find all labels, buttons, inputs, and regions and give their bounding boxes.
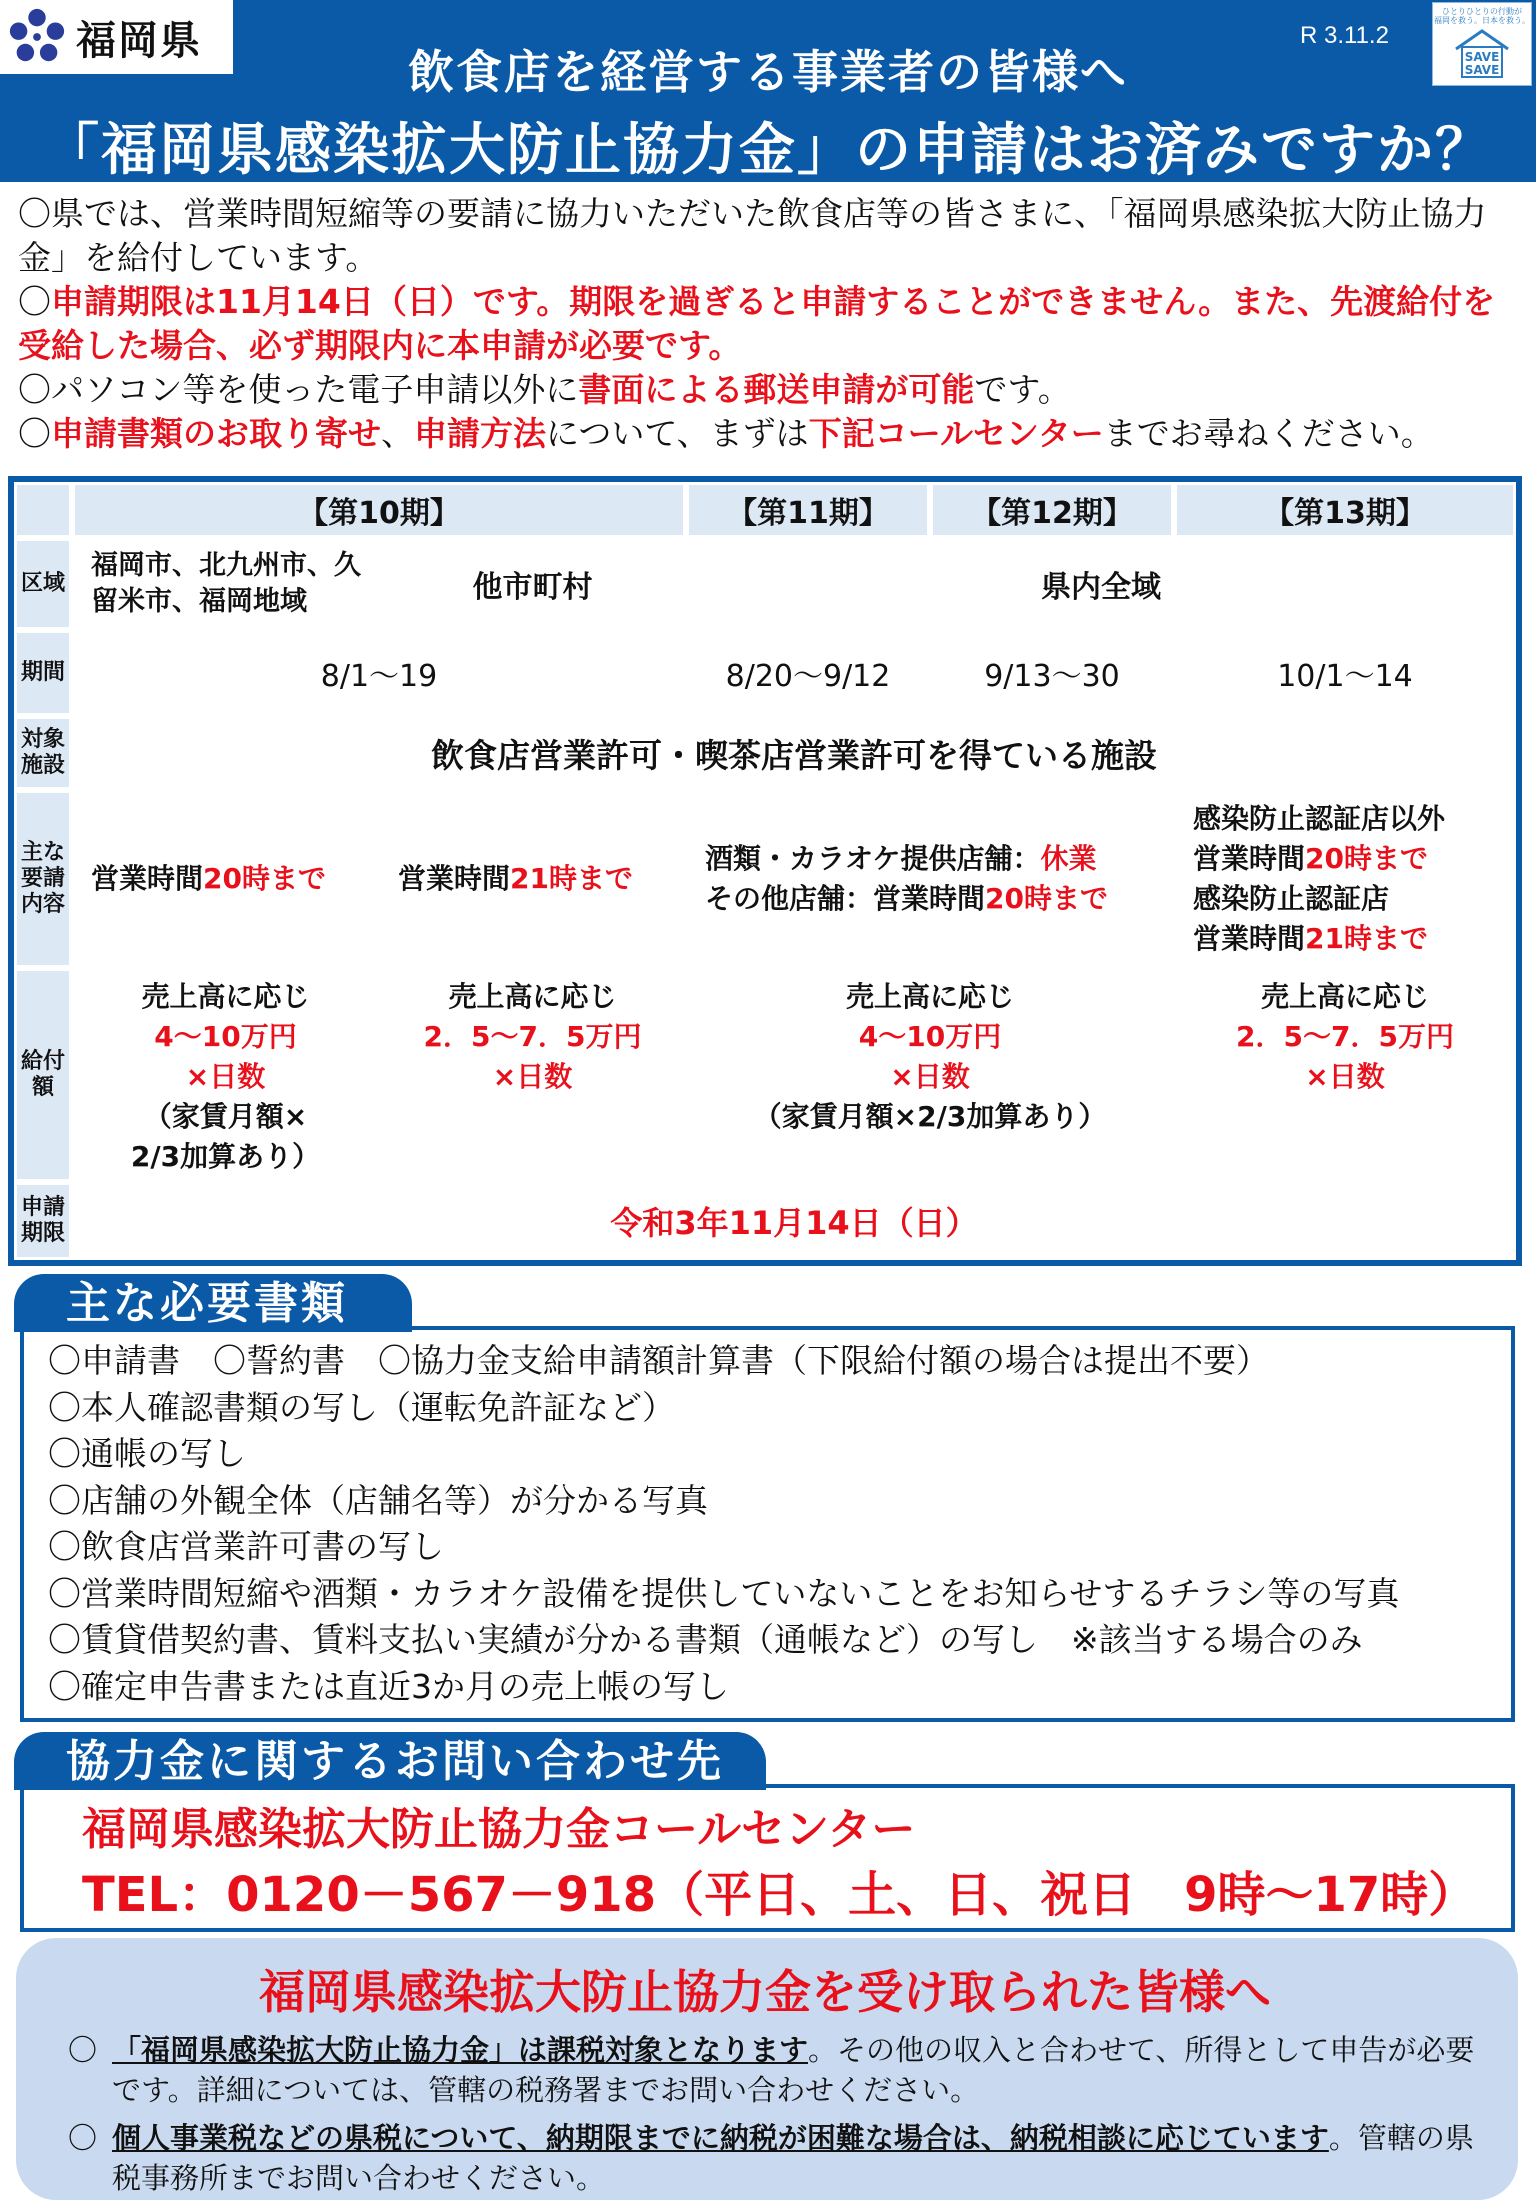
- amount-line: （家賃月額×2/3加算あり）: [753, 1100, 1107, 1133]
- bullet: 〇: [18, 414, 51, 453]
- area-10-major-cities: 福岡市、北九州市、久留米市、福岡地域: [72, 538, 379, 630]
- list-item: 〇通帳の写し: [48, 1434, 246, 1473]
- amount-line: 売上高に応じ: [448, 980, 617, 1013]
- intro-paragraph-2: [18, 280, 1518, 368]
- mail-application-note: 書面による郵送申請が可能: [578, 370, 975, 409]
- call-center-phone[interactable]: TEL：0120－567－918（平日、土、日、祝日 9時～17時）: [82, 1867, 1477, 1923]
- period-10-header: 【第10期】: [72, 482, 686, 538]
- svg-text:SAVE: SAVE: [1464, 63, 1500, 77]
- period-13-header: 【第13期】: [1174, 482, 1516, 538]
- call-center-name: 福岡県感染拡大防止協力金コールセンター: [82, 1804, 916, 1855]
- intro-paragraph-4: [18, 412, 1518, 456]
- row-header-area: 区域: [14, 538, 72, 630]
- notice-item-consultation: [52, 2118, 1478, 2198]
- amount-10-major: [72, 968, 379, 1182]
- row-header-content: 主な要請内容: [14, 790, 72, 968]
- amount-line: （家賃月額×: [143, 1100, 308, 1133]
- text: 営業時間: [1193, 922, 1306, 955]
- amount-13: [1174, 968, 1516, 1182]
- row-header-facility: 対象施設: [14, 716, 72, 790]
- taxable-note: 「福岡県感染拡大防止協力金」は課税対象となります: [112, 2033, 809, 2067]
- request-line: 感染防止認証店: [1193, 882, 1390, 915]
- hours-limit: 21時まで: [1305, 922, 1428, 955]
- amount-line: 売上高に応じ: [1260, 980, 1429, 1013]
- period-12-header: 【第12期】: [930, 482, 1174, 538]
- request-11-12: [686, 790, 1174, 968]
- text: までお尋ねください。: [1103, 414, 1434, 453]
- period-10-dates: 8/1〜19: [72, 630, 686, 716]
- text: 、: [381, 414, 414, 453]
- deadline-warning: 申請期限は11月14日（日）です。期限を過ぎると申請することができません。また、先渡給付を受給した場合、必ず期限内に本申請が必要です。: [18, 282, 1496, 365]
- list-item: 〇本人確認書類の写し（運転免許証など）: [48, 1387, 675, 1427]
- period-11-dates: 8/20〜9/12: [686, 630, 930, 716]
- period-11-header: 【第11期】: [686, 482, 930, 538]
- intro-paragraph-1: 〇県では、営業時間短縮等の要請に協力いただいた飲食店等の皆さまに、「福岡県感染拡大防止協力金」を給付しています。: [18, 194, 1487, 277]
- request-10-other: [379, 790, 686, 968]
- text: 営業時間: [1193, 842, 1306, 875]
- period-12-dates: 9/13〜30: [930, 630, 1174, 716]
- amount-range: 2．5〜7．5万円: [1236, 1020, 1454, 1053]
- save-tagline: ひとりひとりの行動が 福岡を救う。日本を救う。: [1434, 7, 1530, 25]
- list-item: 〇営業時間短縮や酒類・カラオケ設備を提供していないことをお知らせするチラシ等の写真: [48, 1573, 1400, 1613]
- text: について、まずは: [546, 414, 809, 453]
- text: です。: [974, 370, 1071, 409]
- amount-range: 4〜10万円: [858, 1020, 1002, 1053]
- closure: 休業: [1040, 842, 1097, 875]
- amount-range: 4〜10万円: [154, 1020, 297, 1053]
- emphasis: 下記コールセンター: [808, 414, 1104, 453]
- amount-multiplier: ×日数: [492, 1060, 573, 1093]
- bullet: 〇: [68, 2121, 98, 2155]
- amount-line: 売上高に応じ: [845, 980, 1014, 1013]
- amount-10-other: [379, 968, 686, 1182]
- application-deadline: 令和3年11月14日（日）: [72, 1182, 1516, 1260]
- bullet: 〇: [18, 282, 51, 321]
- amount-line: 売上高に応じ: [141, 980, 310, 1013]
- text: 酒類・カラオケ提供店舗：: [705, 842, 1041, 875]
- text: 。その他の収入と合わせて、所得として申告が必要です。詳細については、管轄の税務署までお問い合わせください。: [112, 2033, 1475, 2107]
- request-line: [1193, 839, 1513, 879]
- text: その他店舗：営業時間: [705, 882, 986, 915]
- period-13-dates: 10/1〜14: [1174, 630, 1516, 716]
- row-header-deadline: 申請期限: [14, 1182, 72, 1260]
- hours-limit: 20時まで: [1305, 842, 1428, 875]
- request-line: [705, 879, 1171, 919]
- notice-item-tax: [52, 2030, 1478, 2110]
- list-item: 〇賃貸借契約書、賃料支払い実績が分かる書類（通帳など）の写し ※該当する場合のみ: [48, 1620, 1363, 1659]
- row-header-period: 期間: [14, 630, 72, 716]
- list-item: 〇店舗の外観全体（店舗名等）が分かる写真: [48, 1480, 708, 1520]
- target-facility: 飲食店営業許可・喫茶店営業許可を得ている施設: [72, 716, 1516, 790]
- required-documents-list: [20, 1326, 1515, 1722]
- text: 。管轄の県税事務所までお問い合わせください。: [112, 2121, 1474, 2195]
- area-10-other: 他市町村: [379, 538, 686, 630]
- list-item: 〇申請書 〇誓約書 〇協力金支給申請額計算書（下限給付額の場合は提出不要）: [48, 1341, 1269, 1380]
- text: 営業時間: [398, 862, 511, 895]
- prefecture-name: 福岡県: [76, 17, 202, 64]
- emphasis: 申請方法: [414, 414, 546, 453]
- issue-date: R 3.11.2: [1300, 22, 1389, 49]
- amount-multiplier: ×日数: [890, 1060, 970, 1093]
- request-line: 感染防止認証店以外: [1193, 802, 1446, 835]
- svg-text:SAVE: SAVE: [1464, 50, 1500, 64]
- row-header-amount: 給付額: [14, 968, 72, 1182]
- text: 営業時間: [91, 862, 204, 895]
- corner-cell: [14, 482, 72, 538]
- tax-consultation-note: 個人事業税などの県税について、納期限までに納税が困難な場合は、納税相談に応じています: [112, 2121, 1329, 2155]
- list-item: 〇確定申告書または直近3か月の売上帳の写し: [48, 1666, 729, 1706]
- request-line: [705, 839, 1171, 879]
- bullet: 〇: [68, 2033, 98, 2067]
- hours-limit: 20時まで: [985, 882, 1108, 915]
- tax-notice-panel: [16, 1938, 1518, 2200]
- request-13: [1174, 790, 1516, 968]
- request-line: [1193, 919, 1513, 959]
- emphasis: 申請書類のお取り寄せ: [51, 414, 381, 453]
- text: 〇パソコン等を使った電子申請以外に: [18, 370, 579, 409]
- hours-limit: 20時まで: [203, 862, 326, 895]
- list-item: 〇飲食店営業許可書の写し: [48, 1527, 444, 1566]
- notice-title: 福岡県感染拡大防止協力金を受け取られた皆様へ: [259, 1965, 1271, 2019]
- headline-question: 「福岡県感染拡大防止協力金」の申請はお済みですか？: [43, 118, 1493, 183]
- intro-paragraph-3: [18, 368, 1518, 412]
- amount-multiplier: ×日数: [185, 1060, 266, 1093]
- required-documents-tab: 主な必要書類: [14, 1274, 412, 1332]
- request-10-major: [72, 790, 379, 968]
- amount-line: 2/3加算あり）: [130, 1140, 321, 1173]
- headline-audience: 飲食店を経営する事業者の皆様へ: [408, 45, 1128, 99]
- intro-text: [18, 192, 1518, 456]
- amount-range: 2．5〜7．5万円: [423, 1020, 642, 1053]
- contact-tab: 協力金に関するお問い合わせ先: [14, 1732, 766, 1790]
- amount-11-12: [686, 968, 1174, 1182]
- cooperation-fund-table: [8, 476, 1522, 1266]
- area-all-prefecture: 県内全域: [686, 538, 1516, 630]
- amount-multiplier: ×日数: [1305, 1060, 1385, 1093]
- header-banner: [0, 0, 1536, 182]
- hours-limit: 21時まで: [510, 862, 633, 895]
- contact-info: [20, 1784, 1515, 1932]
